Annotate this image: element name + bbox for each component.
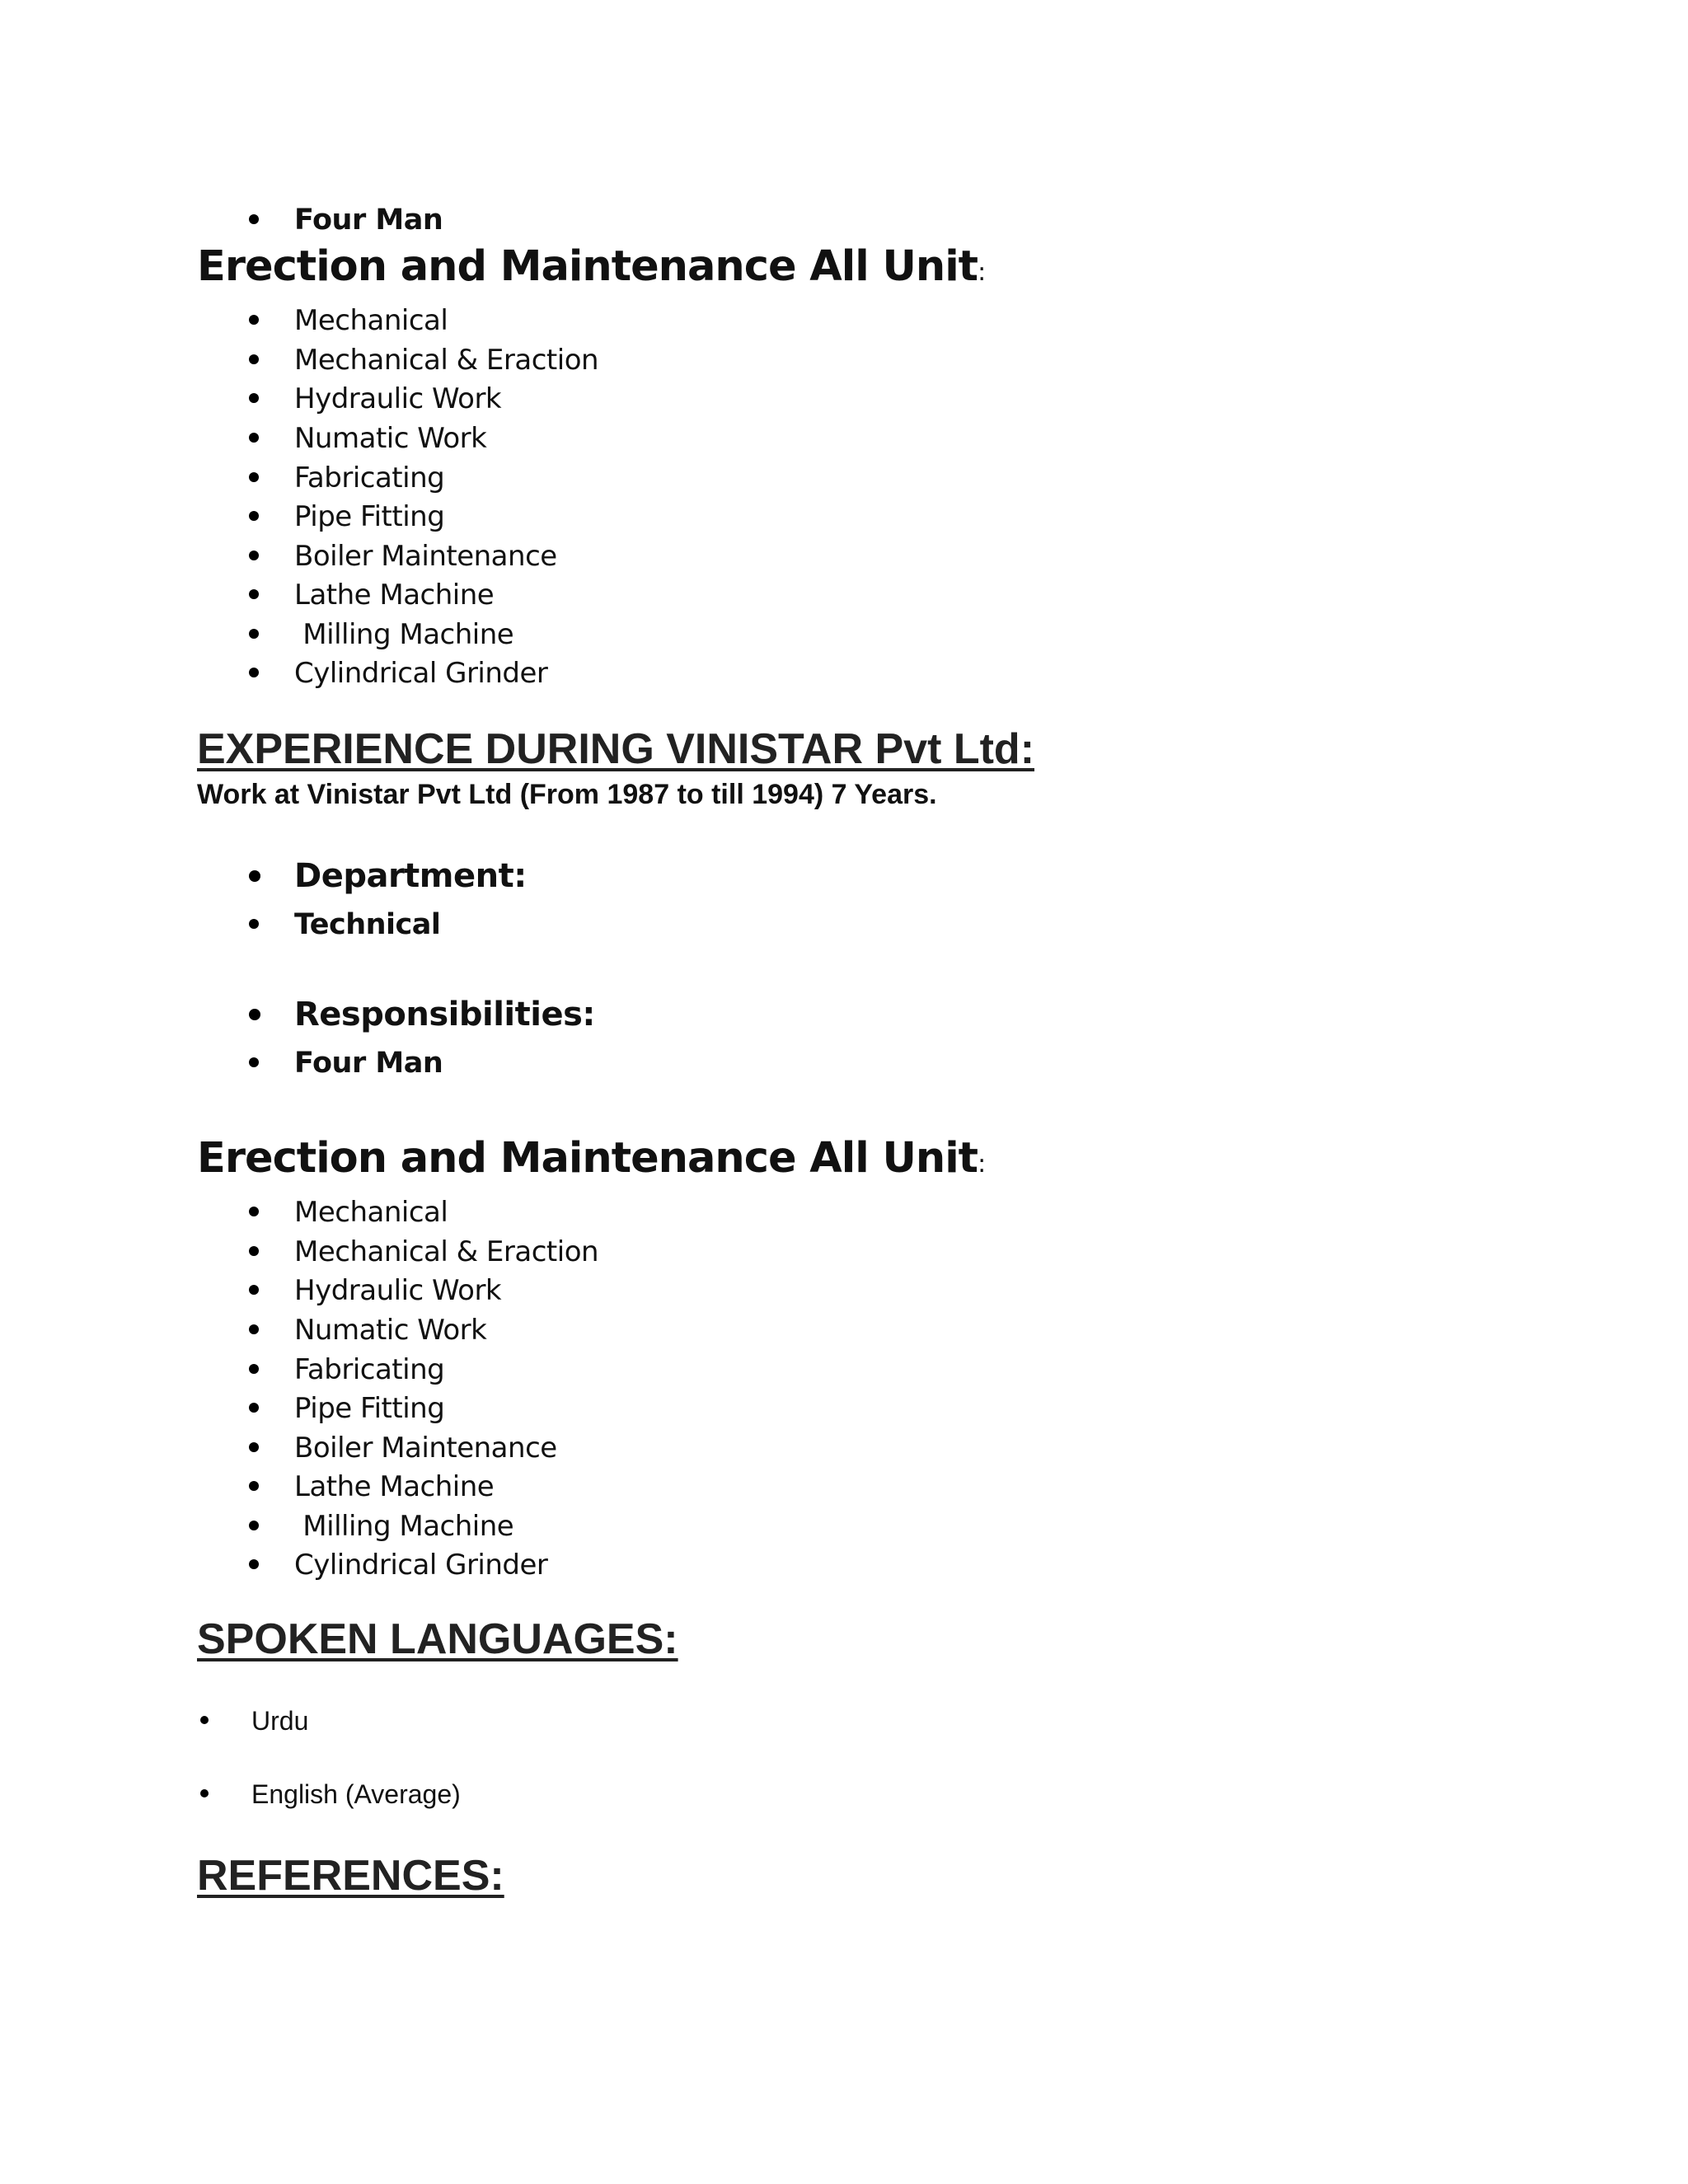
list-item-text: Cylindrical Grinder	[294, 657, 548, 690]
list-item-text: Hydraulic Work	[294, 1274, 502, 1307]
bullet-icon	[249, 472, 259, 482]
bullet-icon	[249, 1324, 259, 1334]
language-text: English (Average)	[251, 1779, 461, 1809]
bullet-icon	[249, 433, 259, 443]
responsibilities-label	[0, 996, 989, 1035]
bullet-icon	[249, 1481, 259, 1491]
department-value	[0, 904, 989, 944]
list-item-text: Technical	[294, 908, 441, 941]
heading-suffix: :	[978, 1150, 986, 1179]
bullet-icon	[249, 589, 259, 599]
bullet-icon	[249, 1559, 259, 1569]
list-item-text: Responsibilities:	[294, 996, 595, 1033]
list-item-text: Lathe Machine	[294, 579, 495, 612]
list-item	[0, 1544, 989, 1584]
experience-heading: EXPERIENCE DURING VINISTAR Pvt Ltd:	[197, 725, 1035, 773]
list-item-text: Mechanical & Eraction	[294, 1235, 599, 1268]
language-item	[0, 1773, 989, 1812]
bullet-icon	[249, 1009, 260, 1020]
bullet-icon	[249, 214, 259, 224]
bullet-icon	[200, 1716, 209, 1724]
department-label	[0, 857, 989, 897]
bullet-icon	[249, 393, 259, 403]
list-item-text: Mechanical	[294, 1196, 448, 1229]
list-item-text: Milling Machine	[294, 618, 514, 651]
list-item-text: Cylindrical Grinder	[294, 1549, 548, 1582]
list-item	[0, 536, 989, 575]
list-item	[0, 574, 989, 614]
languages-heading: SPOKEN LANGUAGES:	[197, 1615, 678, 1663]
responsibilities-value	[0, 1043, 989, 1082]
list-item	[0, 418, 989, 457]
list-item	[0, 457, 989, 497]
list-item	[0, 1388, 989, 1427]
list-item-text: Department:	[294, 857, 527, 895]
list-item	[0, 340, 989, 379]
bullet-icon	[249, 629, 259, 639]
list-item-text: Boiler Maintenance	[294, 1432, 557, 1465]
bullet-icon	[249, 870, 260, 882]
list-item	[0, 1349, 989, 1389]
bullet-icon	[249, 919, 259, 929]
heading-text: Erection and Maintenance All Unit	[197, 1134, 978, 1183]
list-item	[0, 1270, 989, 1310]
bullet-icon	[200, 1789, 209, 1797]
experience-subline: Work at Vinistar Pvt Ltd (From 1987 to till 1994) 7 Years.	[197, 779, 937, 810]
bullet-icon	[249, 1246, 259, 1256]
list-item	[0, 1192, 989, 1231]
list-item-text: Four Man	[294, 1047, 443, 1080]
section-heading-erection-1	[197, 242, 986, 291]
bullet-icon	[249, 1403, 259, 1413]
list-item	[0, 653, 989, 692]
bullet-icon	[249, 1364, 259, 1374]
list-item	[0, 1466, 989, 1506]
list-item-text: Pipe Fitting	[294, 500, 445, 533]
bullet-icon	[249, 1521, 259, 1530]
list-item-text: Hydraulic Work	[294, 382, 502, 415]
list-item	[0, 1310, 989, 1349]
bullet-icon	[249, 1207, 259, 1216]
section-heading-erection-2	[197, 1134, 986, 1183]
heading-suffix: :	[978, 258, 986, 287]
bullet-icon	[249, 1057, 259, 1067]
bullet-icon	[249, 354, 259, 364]
list-item	[0, 1506, 989, 1545]
language-text: Urdu	[251, 1706, 309, 1736]
bullet-icon	[249, 315, 259, 325]
list-item-text: Four Man	[294, 204, 443, 237]
bullet-icon	[249, 1285, 259, 1295]
list-item	[0, 300, 989, 340]
list-item-text: Pipe Fitting	[294, 1392, 445, 1425]
list-item-text: Fabricating	[294, 1353, 445, 1386]
list-item	[0, 614, 989, 654]
list-item-text: Numatic Work	[294, 1314, 487, 1347]
bullet-icon	[249, 511, 259, 521]
language-item	[0, 1699, 989, 1739]
list-item-text: Milling Machine	[294, 1510, 514, 1543]
list-item-text: Fabricating	[294, 462, 445, 494]
list-item	[0, 199, 989, 239]
list-item-text: Numatic Work	[294, 422, 487, 455]
bullet-icon	[249, 1442, 259, 1452]
list-item	[0, 378, 989, 418]
list-item-text: Boiler Maintenance	[294, 540, 557, 573]
bullet-icon	[249, 668, 259, 677]
list-item-text: Lathe Machine	[294, 1470, 495, 1503]
list-item	[0, 496, 989, 536]
list-item	[0, 1231, 989, 1271]
list-item-text: Mechanical & Eraction	[294, 344, 599, 377]
heading-text: Erection and Maintenance All Unit	[197, 242, 978, 291]
bullet-icon	[249, 551, 259, 560]
references-heading: REFERENCES:	[197, 1852, 504, 1900]
list-item-text: Mechanical	[294, 304, 448, 337]
list-item	[0, 1427, 989, 1467]
